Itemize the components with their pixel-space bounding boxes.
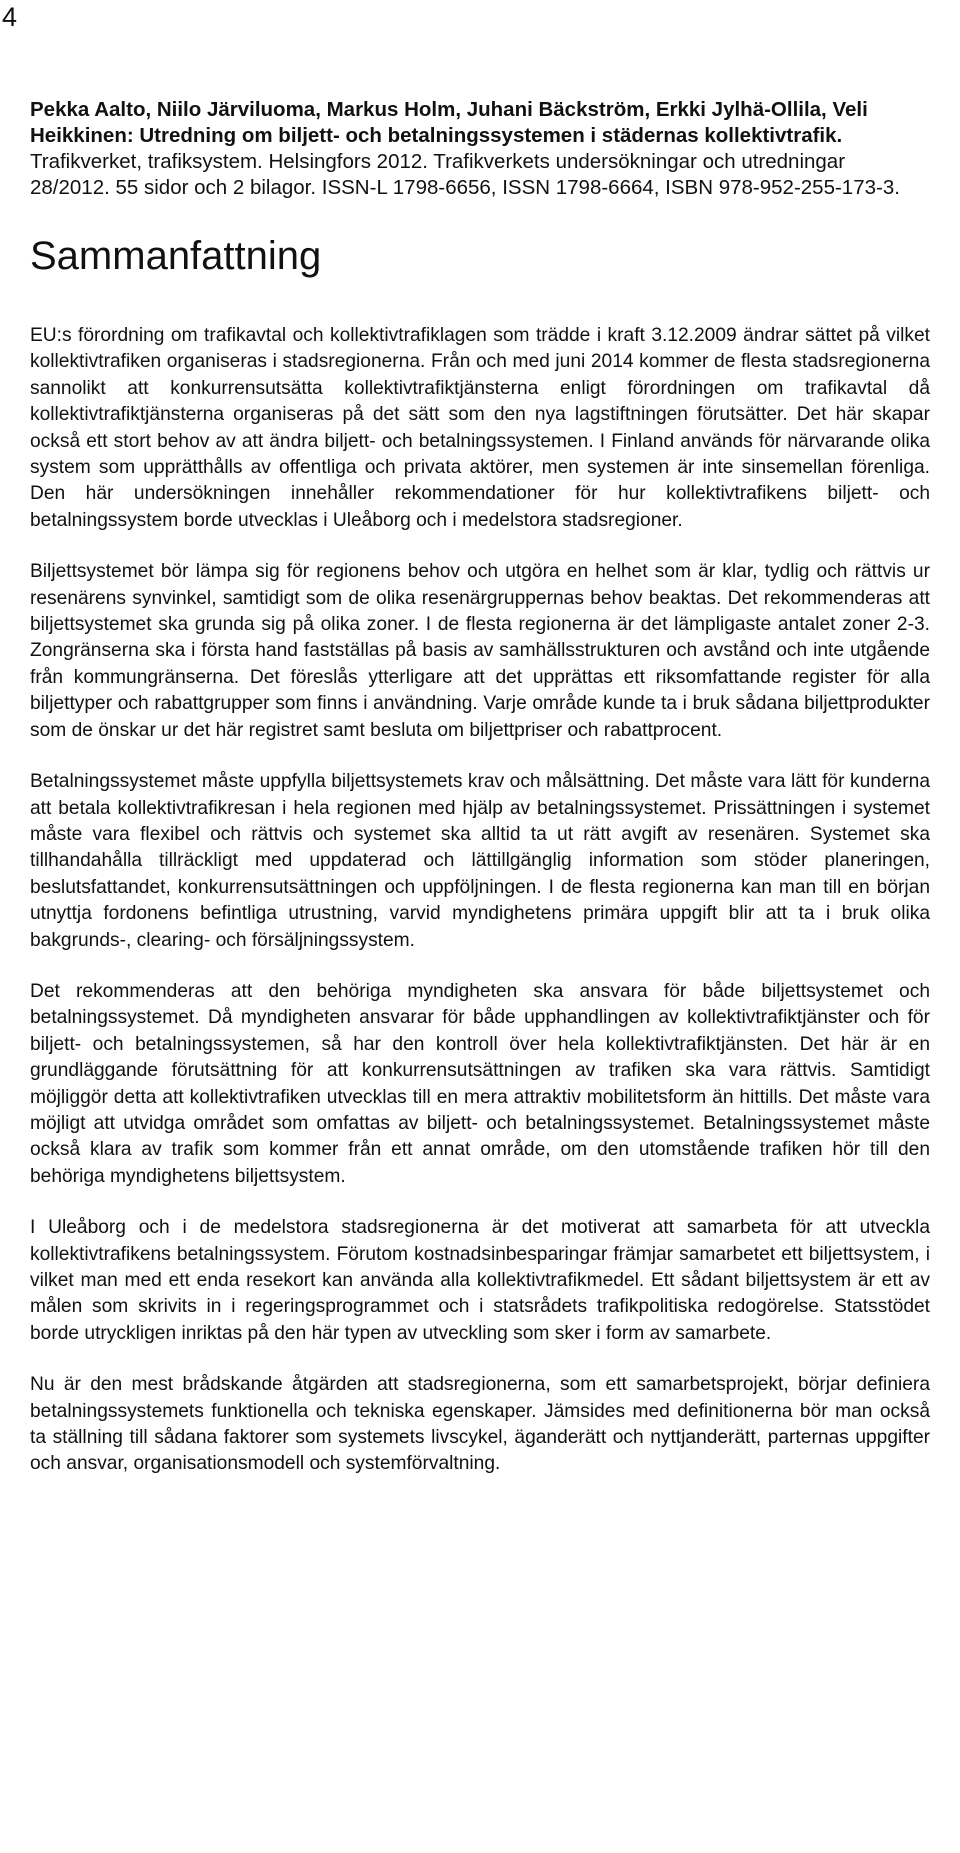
paragraph: I Uleåborg och i de medelstora stadsregionerna är det motiverat att samarbeta för att utveckla kollektivtrafikens betalningssystem. Förutom kostnadsinbesparingar främjar samarbetet ett biljettsystem, i vilket man med ett enda resekort kan använda alla kollektivtrafikmedel. Ett sådant biljettsystem är ett av målen som skrivits in i regeringsprogrammet och i statsrådets trafikpolitiska redogörelse. Statsstödet borde utryckligen inriktas på den här typen av utveckling som sker i form av samarbete. bbox=[30, 1217, 930, 1344]
citation-authors-title: Pekka Aalto, Niilo Järviluoma, Markus Holm, Juhani Bäckström, Erkki Jylhä-Ollila, Veli Heikkinen: Utredning om biljett- och betalningssystemen i städernas kollektivtrafik. bbox=[30, 98, 868, 147]
page-number: 4 bbox=[2, 2, 18, 32]
summary-body bbox=[30, 323, 930, 1503]
paragraph: Betalningssystemet måste uppfylla biljettsystemets krav och målsättning. Det måste vara lätt för kunderna att betala kollektivtrafikresan i hela regionen med hjälp av betalningssystemet. Prissättningen i systemet måste vara flexibel och rättvis och systemet ska alltid ta ut rätt avgift av resenären. Systemet ska tillhandahålla tillräckligt med uppdaterad och lättillgänglig information som stöder planeringen, beslutsfattandet, konkurrensutsättningen och uppföljningen. I de flesta regionerna kan man till en början utnyttja fordonens befintliga utrustning, varvid myndighetens primära uppgift blir att ta i bruk olika bakgrunds-, clearing- och försäljningssystem. bbox=[30, 771, 930, 951]
paragraph: Biljettsystemet bör lämpa sig för regionens behov och utgöra en helhet som är klar, tydlig och rättvis ur resenärens synvinkel, samtidigt som de olika resenärgruppernas behov beaktas. Det rekommenderas att biljettsystemet ska grunda sig på olika zoner. I de flesta regionerna är det lämpligaste antalet zoner 2-3. Zongränserna ska i första hand fastställas på basis av samhällsstrukturen och avstånd och inte utgående från kommungränserna. Det föreslås ytterligare att det upprättas ett riksomfattande register för alla biljettyper och rabattgrupper som finns i användning. Varje område kunde ta i bruk sådana biljettprodukter som de önskar ur det här registret samt besluta om biljettpriser och rabattprocent. bbox=[30, 561, 930, 741]
paragraph: EU:s förordning om trafikavtal och kollektivtrafiklagen som trädde i kraft 3.12.2009 ändrar sättet på vilket kollektivtrafiken organiseras i stadsregionerna. Från och med juni 2014 kommer de flesta stadsregionerna sannolikt att konkurrensutsätta kollektivtrafiktjänsterna enligt förordningen om trafikavtal då kollektivtrafiktjänsterna organiseras på det sätt som den nya lagstiftningen förutsätter. Det här skapar också ett stort behov av att ändra biljett- och betalningssystemen. I Finland används för närvarande olika system som upprätthålls av offentliga och privata aktörer, men systemen är inte sinsemellan förenliga. Den här undersökningen innehåller rekommendationer för hur kollektivtrafikens biljett- och betalningssystem borde utvecklas i Uleåborg och i medelstora stadsregioner. bbox=[30, 325, 930, 531]
paragraph: Nu är den mest brådskande åtgärden att stadsregionerna, som ett samarbetsprojekt, börjar definiera betalningssystemets funktionella och tekniska egenskaper. Jämsides med definitionerna bör man också ta ställning till sådana faktorer som systemets livscykel, äganderätt och nyttjanderätt, parternas uppgifter och ansvar, organisationsmodell och systemförvaltning. bbox=[30, 1374, 930, 1475]
citation bbox=[30, 97, 930, 201]
paragraph: Det rekommenderas att den behöriga myndigheten ska ansvara för både biljettsystemet och betalningssystemet. Då myndigheten ansvarar för både upphandlingen av kollektivtrafiktjänster och för biljett- och betalningssystemen, så har den kontroll över hela kollektivtrafiktjänsten. Det här är en grundläggande förutsättning för att konkurrensutsättningen av trafiken ska vara rättvis. Samtidigt möjliggör detta att kollektivtrafiken utvecklas till en mera attraktiv mobilitetsform än hittills. Det måste vara möjligt att utvidga området som omfattas av biljett- och betalningssystemet. Betalningssystemet måste också klara av trafik som kommer från ett annat område, om den utomstående trafiken hör till den behöriga myndighetens biljettsystem. bbox=[30, 980, 930, 1187]
summary-heading: Sammanfattning bbox=[30, 234, 322, 278]
citation-publication: Trafikverket, trafiksystem. Helsingfors 2012. Trafikverkets undersökningar och utredningar 28/2012. 55 sidor och 2 bilagor. ISSN-L 1798-6656, ISSN 1798-6664, ISBN 978-952-255-173-3. bbox=[30, 150, 900, 199]
